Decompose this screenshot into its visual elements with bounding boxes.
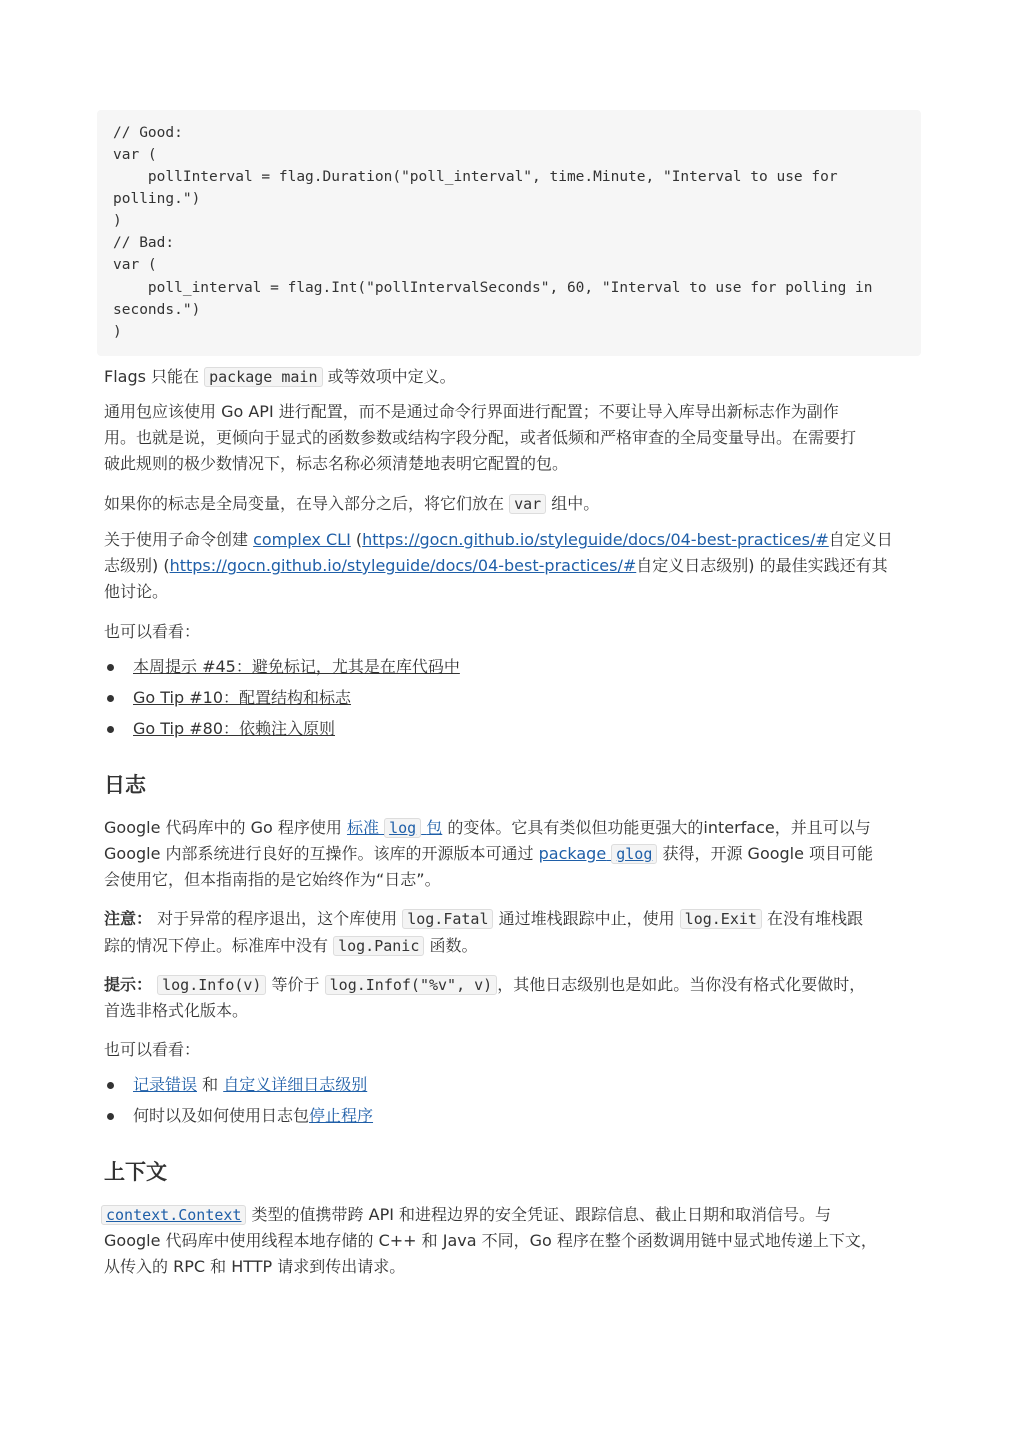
inline-code: log.Fatal: [402, 909, 493, 929]
list-item-link[interactable]: Go Tip #10：配置结构和标志: [133, 688, 352, 707]
code-line: pollInterval = flag.Duration("poll_interval", time.Minute, "Interval to use for: [113, 169, 838, 185]
see-also-label: 也可以看看：: [104, 622, 201, 641]
context-link[interactable]: context.Context: [101, 1205, 246, 1225]
list-item: [133, 1103, 373, 1129]
paragraph-flags: [104, 364, 456, 390]
paragraph-line: 通用包应该使用 Go API 进行配置，而不是通过命令行界面进行配置；不要让导入库导出新标志作为副作: [104, 402, 839, 421]
code-line: seconds."): [113, 302, 201, 318]
paragraph-line: [104, 972, 865, 998]
text: 志级别) (: [104, 556, 170, 575]
text: 关于使用子命令创建: [104, 530, 254, 549]
code-line: ): [113, 213, 122, 229]
text: 和: [197, 1075, 224, 1094]
code-line: var (: [113, 147, 157, 163]
text: Google 代码库中的 Go 程序使用: [104, 818, 347, 837]
text: 通过堆栈跟踪中止，使用: [493, 909, 680, 928]
text: 获得，开源 Google 项目可能: [657, 844, 874, 863]
bullet: [107, 664, 114, 671]
paragraph-line: 用。也就是说，更倾向于显式的函数参数或结构字段分配，或者低频和严格审查的全局变量导出。在需要打: [104, 428, 857, 447]
text: 函数。: [424, 936, 478, 955]
text: 的变体。它具有类似但功能更强大的interface，并且可以与: [442, 818, 871, 837]
text: 自定义日志级别) 的最佳实践还有其: [636, 556, 888, 575]
text: 组中。: [546, 494, 600, 513]
standard-log-package-link[interactable]: [347, 818, 442, 837]
inline-code: log.Info(v): [157, 975, 266, 995]
code-block: [97, 110, 921, 356]
text: 如果你的标志是全局变量，在导入部分之后，将它们放在: [104, 494, 510, 513]
code-line: ): [113, 324, 122, 340]
log-errors-link[interactable]: 记录错误: [133, 1075, 198, 1094]
see-also-label: 也可以看看：: [104, 1040, 201, 1059]
paragraph-line: 首选非格式化版本。: [104, 1001, 249, 1020]
paragraph-line: [104, 553, 888, 579]
code-line: poll_interval = flag.Int("pollIntervalSeconds", 60, "Interval to use for polling in: [113, 280, 873, 296]
inline-code: log.Exit: [680, 909, 762, 929]
paragraph-line: 从传入的 RPC 和 HTTP 请求到传出请求。: [104, 1257, 406, 1276]
code-line: var (: [113, 257, 157, 273]
text: 自定义日: [828, 530, 893, 549]
custom-verbosity-link[interactable]: 自定义详细日志级别: [223, 1075, 368, 1094]
list-item-link[interactable]: Go Tip #80：依赖注入原则: [133, 719, 336, 738]
bullet: [107, 1113, 114, 1120]
inline-code: var: [509, 494, 546, 514]
list-item: [133, 1072, 367, 1098]
text: 在没有堆栈跟: [761, 909, 864, 928]
bullet: [107, 695, 114, 702]
package-glog-link[interactable]: [539, 844, 658, 863]
inline-code: glog: [611, 844, 657, 864]
paragraph-line: Google 代码库中使用线程本地存储的 C++ 和 Java 不同，Go 程序在整个函数调用链中显式地传递上下文，: [104, 1231, 877, 1250]
best-practices-link[interactable]: https://gocn.github.io/styleguide/docs/04-best-practices/#: [169, 556, 637, 575]
paragraph-global-flags: [104, 491, 599, 517]
paragraph-line: 会使用它，但本指南指的是它始终作为“日志”。: [104, 870, 441, 889]
stop-program-link[interactable]: 停止程序: [309, 1106, 374, 1125]
list-item-link[interactable]: 本周提示 #45：避免标记，尤其是在库代码中: [133, 657, 460, 676]
paragraph-line: 破此规则的极少数情况下，标志名称必须清楚地表明它配置的包。: [104, 454, 569, 473]
text: 对于异常的程序退出，这个库使用: [152, 909, 403, 928]
text: 或等效项中定义。: [322, 367, 456, 386]
paragraph-line: [104, 841, 873, 867]
inline-code: log.Infof("%v", v): [325, 975, 498, 995]
paragraph-line: [104, 815, 871, 841]
best-practices-link[interactable]: https://gocn.github.io/styleguide/docs/04-best-practices/#: [362, 530, 829, 549]
text: 等价于: [266, 975, 325, 994]
inline-code: log.Panic: [333, 936, 424, 956]
text: Flags 只能在: [104, 367, 205, 386]
paragraph-line: [104, 933, 477, 959]
text: 类型的值携带跨 API 和进程边界的安全凭证、跟踪信息、截止日期和取消信号。与: [246, 1205, 832, 1224]
code-line: // Good:: [113, 125, 183, 141]
section-heading-log: 日志: [104, 773, 146, 797]
paragraph-line: [104, 906, 863, 932]
bullet: [107, 726, 114, 733]
text: ，其他日志级别也是如此。当你没有格式化要做时，: [497, 975, 866, 994]
link-text: package: [538, 844, 607, 863]
note-label: 注意：: [104, 909, 153, 928]
inline-code: package main: [204, 367, 322, 387]
code-line: // Bad:: [113, 235, 175, 251]
text: 踪的情况下停止。标准库中没有: [104, 936, 334, 955]
paragraph-line: 他讨论。: [104, 582, 169, 601]
tip-label: 提示：: [104, 975, 153, 994]
text: Google 内部系统进行良好的互操作。该库的开源版本可通过: [104, 844, 539, 863]
text: (: [350, 530, 363, 549]
paragraph-line: [101, 1202, 831, 1228]
link-text: 标准: [346, 818, 379, 837]
text: 何时以及如何使用日志包: [133, 1106, 310, 1125]
link-text: 包: [426, 818, 443, 837]
complex-cli-link[interactable]: complex CLI: [253, 530, 351, 549]
bullet: [107, 1082, 114, 1089]
section-heading-context: 上下文: [104, 1160, 167, 1184]
inline-code: log: [384, 818, 421, 838]
code-line: polling."): [113, 191, 201, 207]
paragraph-line: [104, 527, 893, 553]
